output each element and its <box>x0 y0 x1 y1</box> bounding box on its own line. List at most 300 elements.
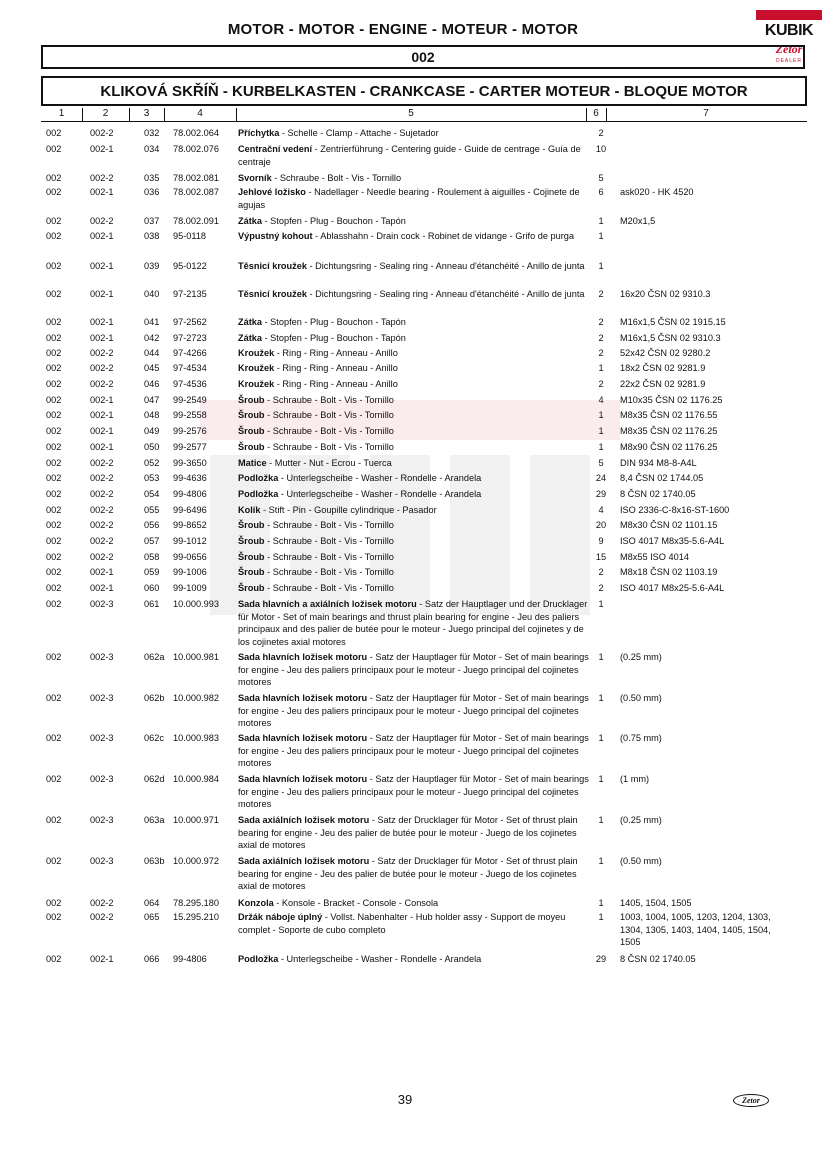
col-subgroup: 002-1 <box>90 261 114 271</box>
description-translations: - Ring - Ring - Anneau - Anillo <box>274 348 398 358</box>
page-title: MOTOR - MOTOR - ENGINE - MOTEUR - MOTOR <box>227 21 579 38</box>
col-note: (0.25 mm) <box>620 815 662 825</box>
section-title-box <box>41 76 807 106</box>
col-description <box>238 260 594 273</box>
col-description <box>238 773 594 811</box>
logo-dealer-text: DEALER <box>775 58 802 64</box>
description-translations: - Schraube - Bolt - Vis - Tornillo <box>264 583 394 593</box>
col-group: 002 <box>46 815 62 825</box>
col-group: 002 <box>46 216 62 226</box>
col-description <box>238 288 594 301</box>
col-position: 034 <box>144 144 160 154</box>
logo-red-bar <box>756 10 822 20</box>
col-position: 040 <box>144 289 160 299</box>
description-czech: Sada hlavních ložisek motoru <box>238 733 368 743</box>
col-subgroup: 002-1 <box>90 426 114 436</box>
description-translations: - Schraube - Bolt - Vis - Tornillo <box>264 395 394 405</box>
col-description <box>238 911 594 936</box>
col-part-number: 78.295.180 <box>173 898 219 908</box>
col-part-number: 15.295.210 <box>173 912 219 922</box>
col-part-number: 10.000.972 <box>173 856 219 866</box>
col-subgroup: 002-1 <box>90 954 114 964</box>
column-header-3: 3 <box>143 108 150 119</box>
description-translations: - Satz der Hauptlager und der Drucklager für Motor - Set of main bearings and thrust plain bearing for engine - Jeu des paliers principaux and des palier de butée pour le moteur - Juego principal del cojinetes y de los cojinetes axial motores <box>238 599 588 647</box>
col-position: 041 <box>144 317 160 327</box>
col-part-number: 97-2723 <box>173 333 207 343</box>
col-subgroup: 002-3 <box>90 856 114 866</box>
col-part-number: 10.000.983 <box>173 733 219 743</box>
description-translations: - Schraube - Bolt - Vis - Tornillo <box>264 426 394 436</box>
description-czech: Šroub <box>238 426 265 436</box>
description-czech: Podložka <box>238 473 279 483</box>
col-quantity: 2 <box>598 128 604 138</box>
col-subgroup: 002-2 <box>90 552 114 562</box>
col-subgroup: 002-1 <box>90 317 114 327</box>
col-subgroup: 002-2 <box>90 458 114 468</box>
col-part-number: 10.000.984 <box>173 774 219 784</box>
col-position: 052 <box>144 458 160 468</box>
col-note: ISO 2336-C-8x16-ST-1600 <box>620 505 730 515</box>
description-czech: Centrační vedení <box>238 144 313 154</box>
col-quantity: 2 <box>598 348 604 358</box>
col-note: 8,4 ČSN 02 1744.05 <box>620 473 704 483</box>
col-quantity: 1 <box>598 216 604 226</box>
description-translations: - Stopfen - Plug - Bouchon - Tapón <box>262 317 406 327</box>
column-header-row <box>41 108 807 122</box>
col-group: 002 <box>46 379 62 389</box>
col-description <box>238 332 594 345</box>
description-czech: Zátka <box>238 216 263 226</box>
column-header-4: 4 <box>197 108 203 119</box>
description-czech: Šroub <box>238 442 265 452</box>
description-translations: - Unterlegscheibe - Washer - Rondelle - Arandela <box>278 489 482 499</box>
col-group: 002 <box>46 505 62 515</box>
col-group: 002 <box>46 567 62 577</box>
col-quantity: 4 <box>598 395 604 405</box>
description-czech: Šroub <box>238 536 265 546</box>
col-quantity: 1 <box>598 774 604 784</box>
col-description <box>238 472 594 485</box>
col-part-number: 78.002.064 <box>173 128 219 138</box>
col-group: 002 <box>46 348 62 358</box>
description-translations: - Dichtungsring - Sealing ring - Anneau d'étanchéité - Anillo de junta <box>306 289 585 299</box>
col-group: 002 <box>46 395 62 405</box>
col-quantity: 2 <box>598 583 604 593</box>
col-quantity: 9 <box>598 536 604 546</box>
col-subgroup: 002-2 <box>90 489 114 499</box>
col-description <box>238 457 594 470</box>
col-quantity: 6 <box>598 187 604 197</box>
col-subgroup: 002-1 <box>90 583 114 593</box>
description-czech: Šroub <box>238 583 265 593</box>
col-quantity: 29 <box>595 489 607 499</box>
description-czech: Zátka <box>238 333 263 343</box>
description-czech: Výpustný kohout <box>238 231 313 241</box>
description-translations: - Mutter - Nut - Ecrou - Tuerca <box>266 458 392 468</box>
col-group: 002 <box>46 289 62 299</box>
col-description <box>238 378 594 391</box>
description-translations: - Satz der Hauptlager für Motor - Set of main bearings for engine - Jeu des paliers principaux pour le moteur - Juego principal del cojinetes motores <box>238 652 589 688</box>
col-group: 002 <box>46 652 62 662</box>
col-part-number: 99-6496 <box>173 505 207 515</box>
col-description <box>238 535 594 548</box>
col-quantity: 2 <box>598 333 604 343</box>
col-position: 054 <box>144 489 160 499</box>
col-position: 049 <box>144 426 160 436</box>
col-quantity: 1 <box>598 912 604 922</box>
description-czech: Podložka <box>238 954 279 964</box>
col-subgroup: 002-3 <box>90 815 114 825</box>
col-subgroup: 002-1 <box>90 567 114 577</box>
col-quantity: 15 <box>595 552 607 562</box>
col-position: 062c <box>144 733 164 743</box>
description-translations: - Stopfen - Plug - Bouchon - Tapón <box>262 333 406 343</box>
col-quantity: 1 <box>598 733 604 743</box>
column-header-5: 5 <box>408 108 414 119</box>
col-part-number: 95-0118 <box>173 231 207 241</box>
col-group: 002 <box>46 458 62 468</box>
col-quantity: 1 <box>598 231 604 241</box>
group-number: 002 <box>411 49 435 65</box>
col-note: 8 ČSN 02 1740.05 <box>620 954 696 964</box>
col-description <box>238 732 594 770</box>
col-part-number: 99-1009 <box>173 583 207 593</box>
description-translations: - Ablasshahn - Drain cock - Robinet de vidange - Grifo de purga <box>312 231 575 241</box>
col-note: (0.50 mm) <box>620 693 662 703</box>
col-note: M8x55 ISO 4014 <box>620 552 689 562</box>
col-note: (0.25 mm) <box>620 652 662 662</box>
col-group: 002 <box>46 774 62 784</box>
description-translations: - Schraube - Bolt - Vis - Tornillo <box>264 410 394 420</box>
col-description <box>238 566 594 579</box>
col-part-number: 99-4806 <box>173 954 207 964</box>
col-quantity: 1 <box>598 652 604 662</box>
col-part-number: 10.000.981 <box>173 652 219 662</box>
col-position: 039 <box>144 261 160 271</box>
description-czech: Šroub <box>238 567 265 577</box>
col-position: 044 <box>144 348 160 358</box>
col-subgroup: 002-3 <box>90 693 114 703</box>
col-quantity: 1 <box>598 363 604 373</box>
col-position: 062d <box>144 774 165 784</box>
col-position: 063b <box>144 856 165 866</box>
col-group: 002 <box>46 261 62 271</box>
description-czech: Matice <box>238 458 267 468</box>
col-description <box>238 362 594 375</box>
col-subgroup: 002-1 <box>90 289 114 299</box>
col-group: 002 <box>46 912 62 922</box>
col-subgroup: 002-1 <box>90 410 114 420</box>
description-translations: - Vollst. Nabenhalter - Hub holder assy - Support de moyeu complet - Soporte de cubo completo <box>238 912 566 935</box>
col-group: 002 <box>46 231 62 241</box>
description-translations: - Ring - Ring - Anneau - Anillo <box>274 379 398 389</box>
col-group: 002 <box>46 144 62 154</box>
col-group: 002 <box>46 954 62 964</box>
col-part-number: 95-0122 <box>173 261 207 271</box>
column-header-2: 2 <box>102 108 109 119</box>
description-czech: Držák náboje úplný <box>238 912 323 922</box>
col-note: M16x1,5 ČSN 02 1915.15 <box>620 317 726 327</box>
col-description <box>238 651 594 689</box>
col-quantity: 2 <box>598 289 604 299</box>
col-part-number: 97-4536 <box>173 379 207 389</box>
col-subgroup: 002-2 <box>90 898 114 908</box>
column-header-7: 7 <box>703 108 709 119</box>
col-subgroup: 002-2 <box>90 348 114 358</box>
col-group: 002 <box>46 473 62 483</box>
col-part-number: 78.002.081 <box>173 173 219 183</box>
col-position: 059 <box>144 567 160 577</box>
description-czech: Konzola <box>238 898 274 908</box>
col-position: 061 <box>144 599 160 609</box>
col-group: 002 <box>46 599 62 609</box>
col-note: 16x20 ČSN 02 9310.3 <box>620 289 711 299</box>
col-position: 055 <box>144 505 160 515</box>
col-description <box>238 582 594 595</box>
col-position: 036 <box>144 187 160 197</box>
col-description <box>238 441 594 454</box>
col-description <box>238 215 594 228</box>
description-translations: - Satz der Hauptlager für Motor - Set of main bearings for engine - Jeu des paliers principaux pour le moteur - Juego principal del cojinetes motores <box>238 693 589 729</box>
col-note: ISO 4017 M8x35-5.6-A4L <box>620 536 725 546</box>
col-position: 048 <box>144 410 160 420</box>
col-quantity: 2 <box>598 379 604 389</box>
description-translations: - Stift - Pin - Goupille cylindrique - Pasador <box>260 505 437 515</box>
col-subgroup: 002-3 <box>90 652 114 662</box>
col-group: 002 <box>46 128 62 138</box>
col-part-number: 99-2576 <box>173 426 207 436</box>
column-header-1: 1 <box>58 108 65 119</box>
col-position: 045 <box>144 363 160 373</box>
description-czech: Sada axiálních ložisek motoru <box>238 815 370 825</box>
col-note: ISO 4017 M8x25-5.6-A4L <box>620 583 725 593</box>
description-translations: - Unterlegscheibe - Washer - Rondelle - Arandela <box>278 473 482 483</box>
description-czech: Šroub <box>238 410 265 420</box>
col-description <box>238 488 594 501</box>
col-note: (0.75 mm) <box>620 733 662 743</box>
col-quantity: 2 <box>598 567 604 577</box>
col-part-number: 78.002.091 <box>173 216 219 226</box>
col-quantity: 20 <box>595 520 607 530</box>
col-group: 002 <box>46 552 62 562</box>
col-note: M8x90 ČSN 02 1176.25 <box>620 442 718 452</box>
col-subgroup: 002-2 <box>90 216 114 226</box>
col-subgroup: 002-2 <box>90 520 114 530</box>
col-position: 062b <box>144 693 165 703</box>
description-translations: - Schraube - Bolt - Vis - Tornillo <box>264 442 394 452</box>
col-description <box>238 127 594 140</box>
description-translations: - Schraube - Bolt - Vis - Tornillo <box>264 567 394 577</box>
col-position: 037 <box>144 216 160 226</box>
col-position: 046 <box>144 379 160 389</box>
description-czech: Podložka <box>238 489 279 499</box>
col-subgroup: 002-3 <box>90 599 114 609</box>
col-part-number: 97-4534 <box>173 363 207 373</box>
col-group: 002 <box>46 520 62 530</box>
col-position: 056 <box>144 520 160 530</box>
description-czech: Příchytka <box>238 128 280 138</box>
section-title: KLIKOVÁ SKŘÍŇ - KURBELKASTEN - CRANKCASE - CARTER MOTEUR - BLOQUE MOTOR <box>100 82 748 100</box>
col-quantity: 2 <box>598 317 604 327</box>
description-czech: Sada axiálních ložisek motoru <box>238 856 370 866</box>
col-note: 22x2 ČSN 02 9281.9 <box>620 379 706 389</box>
col-description <box>238 519 594 532</box>
col-note: (1 mm) <box>620 774 650 784</box>
col-subgroup: 002-1 <box>90 442 114 452</box>
col-subgroup: 002-1 <box>90 395 114 405</box>
col-group: 002 <box>46 187 62 197</box>
description-translations: - Schraube - Bolt - Vis - Tornillo <box>264 552 394 562</box>
col-group: 002 <box>46 317 62 327</box>
description-translations: - Stopfen - Plug - Bouchon - Tapón <box>262 216 406 226</box>
col-description <box>238 172 594 185</box>
col-subgroup: 002-2 <box>90 912 114 922</box>
col-position: 063a <box>144 815 165 825</box>
col-description <box>238 814 594 852</box>
col-quantity: 29 <box>595 954 607 964</box>
col-description <box>238 347 594 360</box>
description-translations: - Schraube - Bolt - Vis - Tornillo <box>264 520 394 530</box>
col-note: M10x35 ČSN 02 1176.25 <box>620 395 723 405</box>
page-number: 39 <box>397 1092 413 1107</box>
col-group: 002 <box>46 442 62 452</box>
col-description <box>238 316 594 329</box>
col-quantity: 1 <box>598 410 604 420</box>
col-quantity: 1 <box>598 261 604 271</box>
col-description <box>238 186 594 211</box>
col-position: 050 <box>144 442 160 452</box>
col-description <box>238 425 594 438</box>
col-note: DIN 934 M8-8-A4L <box>620 458 697 468</box>
col-part-number: 10.000.971 <box>173 815 219 825</box>
col-description <box>238 230 594 243</box>
description-czech: Jehlové ložisko <box>238 187 306 197</box>
logo-kubik-text: KUBIK <box>764 22 814 39</box>
col-group: 002 <box>46 733 62 743</box>
col-part-number: 78.002.087 <box>173 187 219 197</box>
col-position: 062a <box>144 652 165 662</box>
col-part-number: 99-1006 <box>173 567 207 577</box>
col-part-number: 97-2562 <box>173 317 207 327</box>
description-czech: Šroub <box>238 552 265 562</box>
description-translations: - Satz der Hauptlager für Motor - Set of main bearings for engine - Jeu des paliers principaux pour le moteur - Juego principal del cojinetes motores <box>238 774 589 810</box>
col-position: 066 <box>144 954 160 964</box>
col-position: 047 <box>144 395 160 405</box>
col-subgroup: 002-1 <box>90 333 114 343</box>
col-description <box>238 598 594 648</box>
col-quantity: 1 <box>598 442 604 452</box>
col-position: 057 <box>144 536 160 546</box>
description-translations: - Satz der Drucklager für Motor - Set of thrust plain bearing for engine - Jeu des palier de butée pour le moteur - Juego de los cojinetes axial de motores <box>238 815 578 851</box>
description-translations: - Dichtungsring - Sealing ring - Anneau d'étanchéité - Anillo de junta <box>306 261 585 271</box>
col-subgroup: 002-2 <box>90 473 114 483</box>
description-czech: Sada hlavních ložisek motoru <box>238 774 368 784</box>
col-position: 060 <box>144 583 160 593</box>
description-translations: - Satz der Drucklager für Motor - Set of thrust plain bearing for engine - Jeu des palier de butée pour le moteur - Juego de los cojinetes axial de motores <box>238 856 578 892</box>
col-quantity: 1 <box>598 856 604 866</box>
col-subgroup: 002-1 <box>90 231 114 241</box>
col-part-number: 99-2558 <box>173 410 207 420</box>
col-subgroup: 002-1 <box>90 144 114 154</box>
description-czech: Kroužek <box>238 363 275 373</box>
col-note: 18x2 ČSN 02 9281.9 <box>620 363 706 373</box>
description-translations: - Schraube - Bolt - Vis - Tornillo <box>264 536 394 546</box>
col-description <box>238 394 594 407</box>
col-part-number: 99-2577 <box>173 442 207 452</box>
col-group: 002 <box>46 363 62 373</box>
description-translations: - Konsole - Bracket - Console - Consola <box>273 898 439 908</box>
col-note: 8 ČSN 02 1740.05 <box>620 489 696 499</box>
col-part-number: 97-2135 <box>173 289 207 299</box>
col-part-number: 99-2549 <box>173 395 207 405</box>
description-translations: - Nadellager - Needle bearing - Roulement à aiguilles - Cojinete de agujas <box>238 187 580 210</box>
col-quantity: 24 <box>595 473 607 483</box>
col-note: (0.50 mm) <box>620 856 662 866</box>
col-group: 002 <box>46 856 62 866</box>
col-part-number: 10.000.993 <box>173 599 219 609</box>
col-subgroup: 002-2 <box>90 536 114 546</box>
col-group: 002 <box>46 410 62 420</box>
col-note: M16x1,5 ČSN 02 9310.3 <box>620 333 721 343</box>
col-subgroup: 002-3 <box>90 774 114 784</box>
description-czech: Sada hlavních ložisek motoru <box>238 693 368 703</box>
col-position: 035 <box>144 173 160 183</box>
col-part-number: 78.002.076 <box>173 144 219 154</box>
col-note: ask020 - HK 4520 <box>620 187 694 197</box>
col-quantity: 5 <box>598 458 604 468</box>
description-translations: - Unterlegscheibe - Washer - Rondelle - Arandela <box>278 954 482 964</box>
zetor-footer-logo: Zetor <box>733 1094 769 1107</box>
col-description <box>238 504 594 517</box>
col-note: 1405, 1504, 1505 <box>620 898 692 908</box>
col-description <box>238 855 594 893</box>
logo-zetor-text: Zetor <box>775 42 803 56</box>
description-czech: Šroub <box>238 520 265 530</box>
description-translations: - Zentrierführung - Centering guide - Guide de centrage - Guía de centraje <box>238 144 581 167</box>
col-group: 002 <box>46 536 62 546</box>
description-czech: Šroub <box>238 395 265 405</box>
col-group: 002 <box>46 333 62 343</box>
col-position: 038 <box>144 231 160 241</box>
col-group: 002 <box>46 583 62 593</box>
col-description <box>238 143 594 168</box>
col-description <box>238 551 594 564</box>
col-position: 053 <box>144 473 160 483</box>
col-subgroup: 002-2 <box>90 128 114 138</box>
col-subgroup: 002-2 <box>90 173 114 183</box>
col-subgroup: 002-2 <box>90 379 114 389</box>
col-group: 002 <box>46 426 62 436</box>
col-note: M8x18 ČSN 02 1103.19 <box>620 567 718 577</box>
col-group: 002 <box>46 898 62 908</box>
description-czech: Sada hlavních a axiálních ložisek motoru <box>238 599 417 609</box>
col-position: 065 <box>144 912 160 922</box>
description-czech: Těsnicí kroužek <box>238 289 307 299</box>
col-part-number: 99-4636 <box>173 473 207 483</box>
col-subgroup: 002-2 <box>90 505 114 515</box>
description-czech: Sada hlavních ložisek motoru <box>238 652 368 662</box>
col-note: M20x1,5 <box>620 216 656 226</box>
col-quantity: 1 <box>598 426 604 436</box>
col-subgroup: 002-2 <box>90 363 114 373</box>
col-part-number: 99-4806 <box>173 489 207 499</box>
col-note: M8x35 ČSN 02 1176.25 <box>620 426 718 436</box>
description-translations: - Satz der Hauptlager für Motor - Set of main bearings for engine - Jeu des paliers principaux pour le moteur - Juego principal del cojinetes motores <box>238 733 589 769</box>
col-description <box>238 692 594 730</box>
col-part-number: 99-1012 <box>173 536 207 546</box>
col-description <box>238 897 594 910</box>
col-description <box>238 953 594 966</box>
